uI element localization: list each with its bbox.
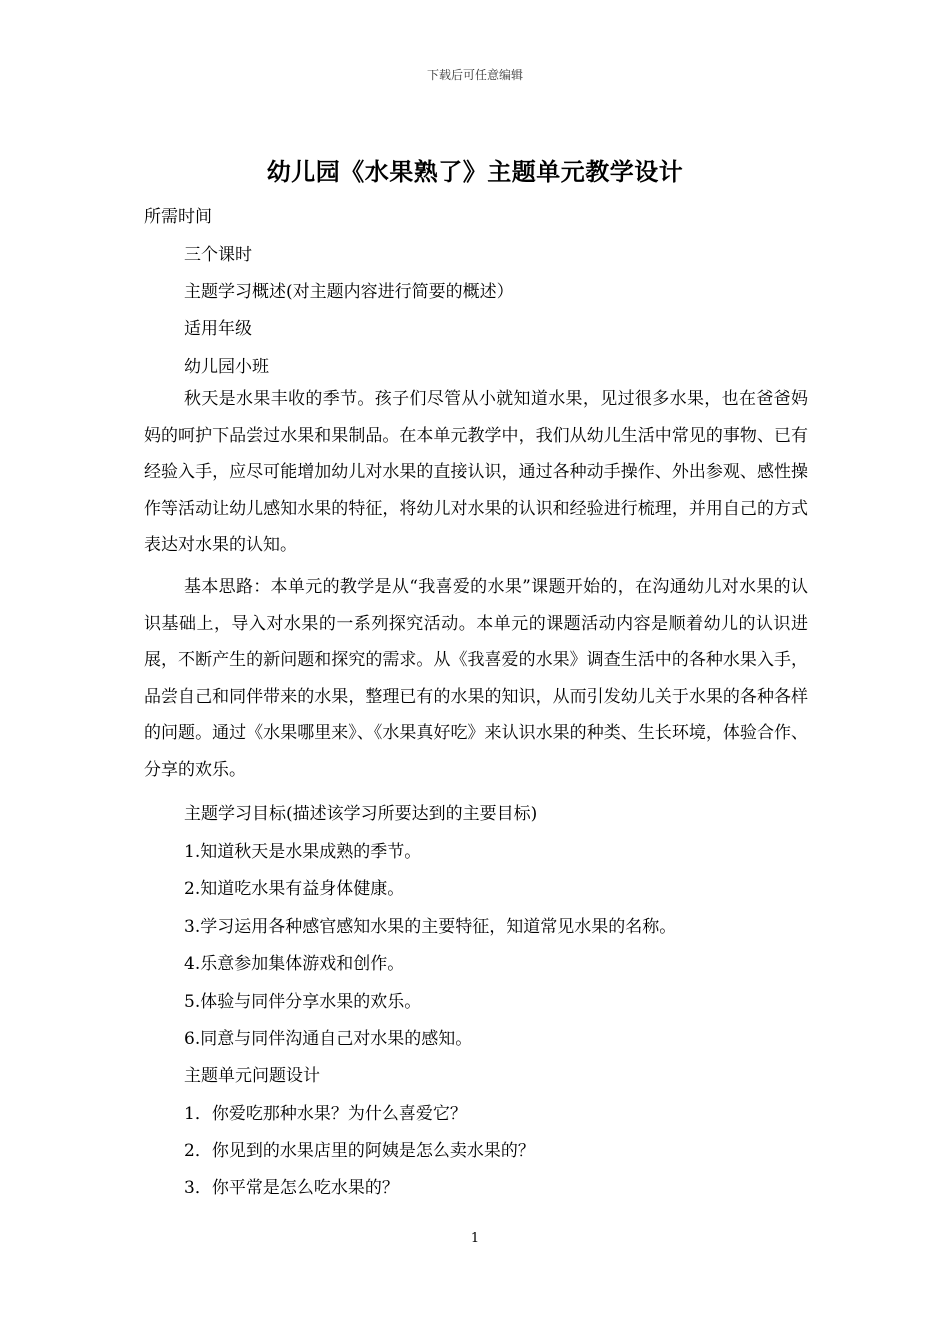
goal-item: 6.同意与同伴沟通自己对水果的感知。 [184, 1029, 473, 1049]
section-label-questions: 主题单元问题设计 [184, 1066, 320, 1086]
question-item: 1．你爱吃那种水果？为什么喜爱它？ [184, 1104, 467, 1124]
document-title: 幼儿园《水果熟了》主题单元教学设计 [266, 157, 684, 186]
goal-item: 3.学习运用各种感官感知水果的主要特征，知道常见水果的名称。 [184, 917, 677, 937]
goal-item: 1.知道秋天是水果成熟的季节。 [184, 842, 422, 862]
section-label-goals: 主题学习目标(描述该学习所要达到的主要目标) [184, 804, 538, 824]
page-number: 1 [470, 1231, 480, 1246]
goal-item: 2.知道吃水果有益身体健康。 [184, 879, 405, 899]
goal-item: 4.乐意参加集体游戏和创作。 [184, 954, 405, 974]
section-label-duration: 所需时间 [144, 207, 212, 227]
question-item: 3．你平常是怎么吃水果的？ [184, 1178, 399, 1198]
goal-item: 5.体验与同伴分享水果的欢乐。 [184, 992, 422, 1012]
question-item: 2．你见到的水果店里的阿姨是怎么卖水果的？ [184, 1141, 535, 1161]
section-label-overview: 主题学习概述(对主题内容进行简要的概述） [184, 282, 514, 302]
basic-idea-paragraph: 基本思路：本单元的教学是从“我喜爱的水果”课题开始的，在沟通幼儿对水果的认识基础上，导入对水果的一系列探究活动。本单元的课题活动内容是顺着幼儿的认识进展，不断产生的新问题和探究的需求。从《我喜爱的水果》调查生活中的各种水果入手，品尝自己和同伴带来的水果，整理已有的水果的知识，从而引发幼儿关于水果的各种各样的问题。通过《水果哪里来》、《水果真好吃》来认识水果的种类、生长环境，体验合作、分享的欢乐。 [144, 577, 808, 780]
grade-value: 幼儿园小班 [184, 357, 269, 377]
overview-paragraph: 秋天是水果丰收的季节。孩子们尽管从小就知道水果，见过很多水果，也在爸爸妈妈的呵护下品尝过水果和果制品。在本单元教学中，我们从幼儿生活中常见的事物、已有经验入手，应尽可能增加幼儿对水果的直接认识，通过各种动手操作、外出参观、感性操作等活动让幼儿感知水果的特征，将幼儿对水果的认识和经验进行梳理，并用自己的方式表达对水果的认知。 [144, 389, 808, 555]
duration-value: 三个课时 [184, 245, 252, 265]
page-header: 下载后可任意编辑 [426, 68, 523, 82]
section-label-grade: 适用年级 [184, 319, 252, 339]
